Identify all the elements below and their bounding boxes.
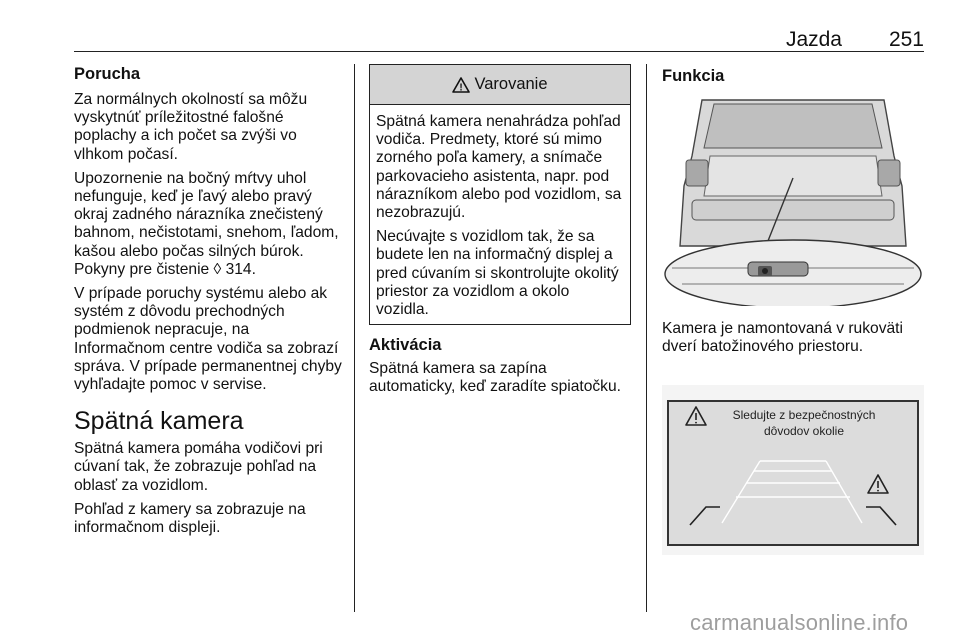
warning-header: [370, 65, 630, 105]
porucha-heading: Porucha: [74, 65, 141, 83]
activation-text: Spätná kamera sa zapína automaticky, keď zaradíte spiatočku.: [369, 360, 621, 396]
warning-triangle-icon: [452, 77, 470, 93]
display-message-line-1: Sledujte z bezpečnostných: [732, 408, 876, 422]
display-message-line-2: dôvodov okolie: [763, 424, 845, 438]
warning-paragraph-1: Spätná kamera nenahrádza pohľad vodiča. Predmety, ktoré sú mimo zorného poľa kamery, a snímače parkovacieho asistenta, napr. pod nárazníkom alebo pod vozidlom, sa nezobrazujú.: [376, 113, 622, 222]
column-divider-2: [646, 64, 647, 612]
svg-text:!: !: [459, 82, 464, 93]
activation-section: [369, 335, 633, 402]
watermark: carmanualsonline.info: [690, 610, 909, 635]
rear-camera-paragraph-2: Pohľad z kamery sa zobrazuje na informačnom displeji.: [74, 500, 306, 537]
car-rear-camera-illustration: [662, 96, 924, 306]
warning-body: [370, 105, 630, 319]
header-rule: [74, 51, 924, 52]
activation-heading: Aktivácia: [369, 336, 442, 354]
rear-camera-paragraph-1: Spätná kamera pomáha vodičovi pri cúvaní tak, že zobrazuje pohľad na oblasť za vozidlom.: [74, 440, 323, 494]
porucha-paragraph-3: V prípade poruchy systému alebo ak systém z dôvodu prechodných podmienok nepracuje, na Informačnom centre vodiča sa zobrazí správa. V prípade permanentnej chyby vyhľadajte pomoc v servise.: [74, 285, 342, 394]
header-section-title: Jazda: [785, 28, 842, 51]
rear-camera-heading: Spätná kamera: [74, 407, 244, 436]
warning-box: [369, 64, 631, 325]
porucha-paragraph-1: Za normálnych okolností sa môžu vyskytnúť príležitostné falošné poplachy a ich počet sa zvýši vo vlhkom počasí.: [74, 91, 308, 163]
porucha-paragraph-2: Upozornenie na bočný mŕtvy uhol nefunguje, keď je ľavý alebo pravý okraj zadného nárazníka znečistený bahnom, nečistotami, snehom, ľadom, kašou alebo počas silných búrok. Pokyny pre čistenie ◊ 314.: [74, 169, 339, 278]
function-heading: Funkcia: [662, 67, 725, 85]
warning-title: Varovanie: [474, 75, 548, 93]
column-divider-1: [354, 64, 355, 612]
function-caption: Kamera je namontovaná v rukoväti dverí batožinového priestoru.: [662, 320, 903, 356]
warning-paragraph-2: Necúvajte s vozidlom tak, že sa budete len na informačný displej a pred cúvaním si skontrolujte okolitý priestor za vozidlom a okolo vozidla.: [376, 228, 619, 319]
page-number: 251: [888, 28, 924, 51]
column-left: [74, 64, 342, 543]
page-header: [74, 28, 924, 52]
camera-display-illustration: [662, 385, 924, 555]
